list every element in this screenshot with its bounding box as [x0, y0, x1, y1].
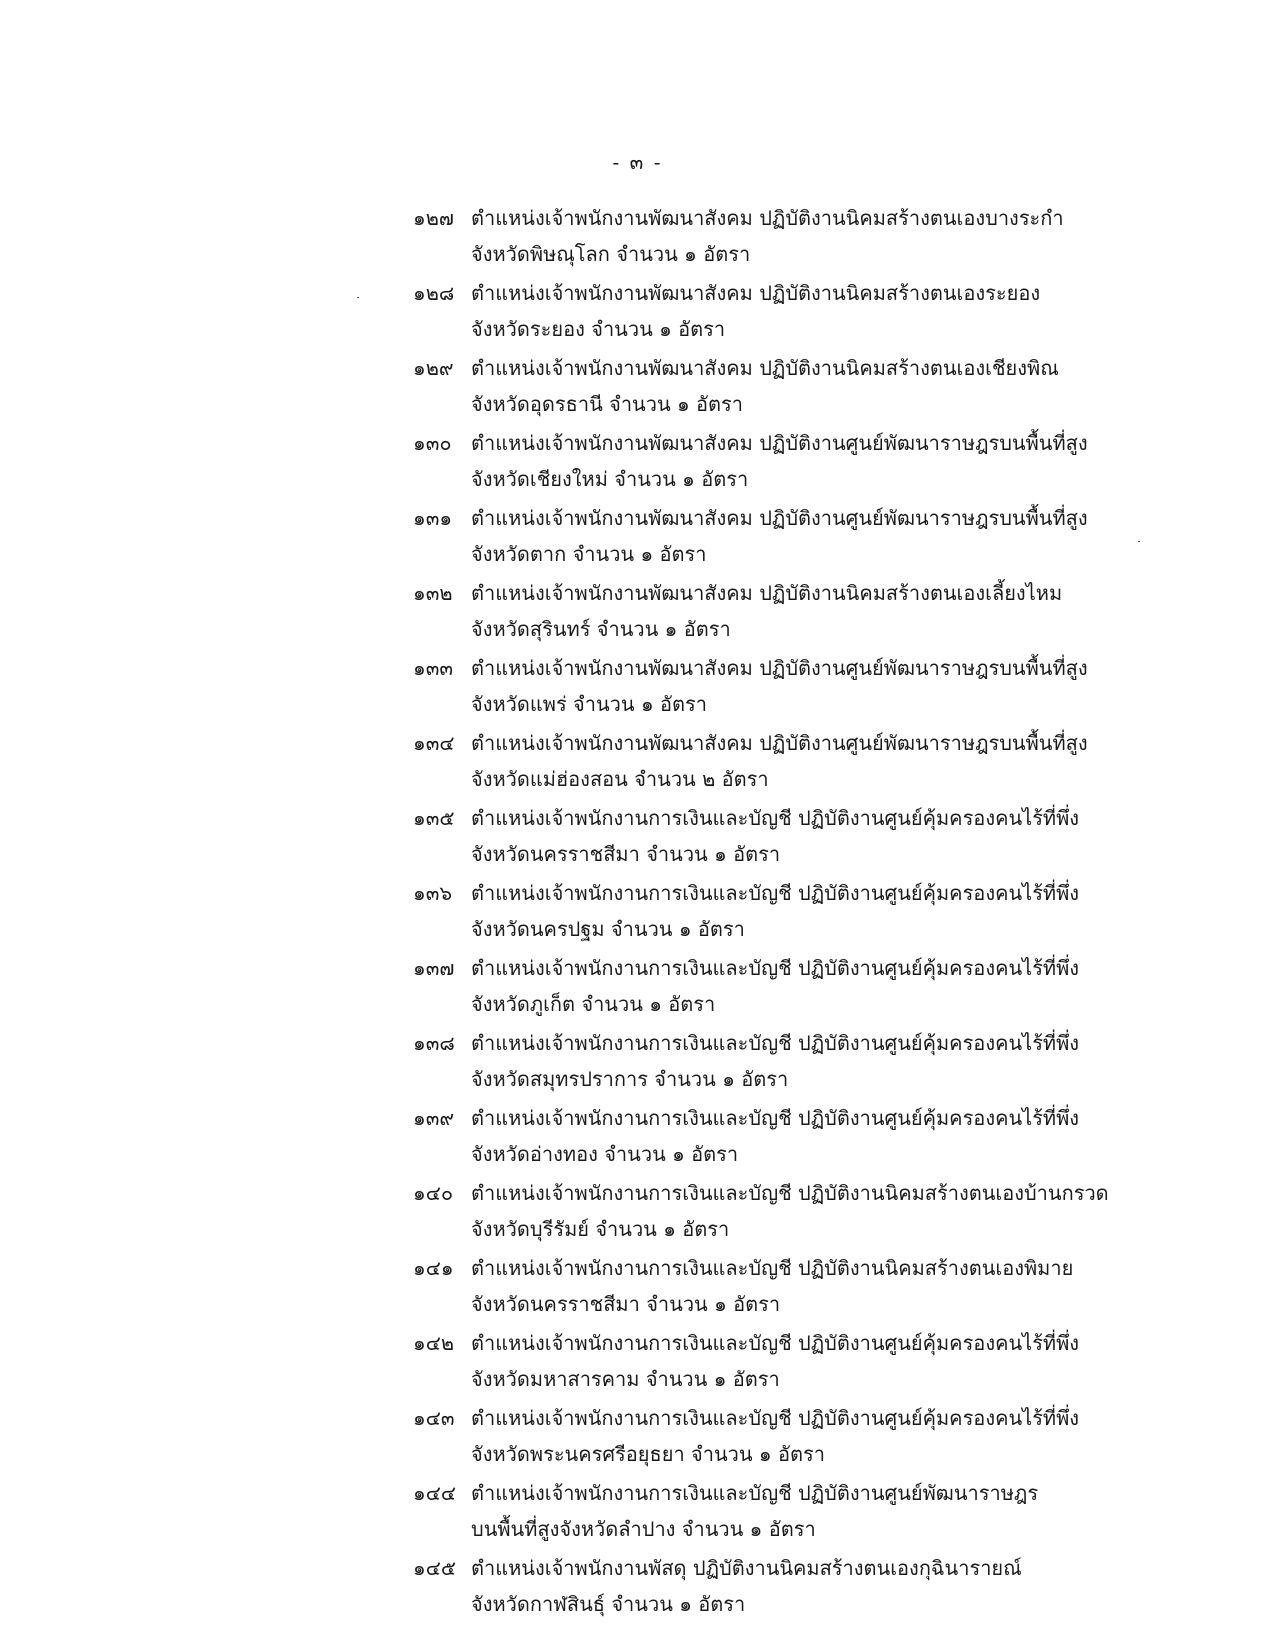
entry-location-line: จังหวัดบุรีรัมย์ จำนวน ๑ อัตรา — [471, 1217, 730, 1241]
entry-text — [471, 275, 1233, 350]
entry-location-line: จังหวัดระยอง จำนวน ๑ อัตรา — [471, 317, 726, 341]
scan-speck — [357, 297, 359, 298]
entry-location-line: จังหวัดสมุทรปราการ จำนวน ๑ อัตรา — [471, 1067, 789, 1091]
entry-position-line: ตำแหน่งเจ้าพนักงานพัฒนาสังคม ปฏิบัติงานศูนย์พัฒนาราษฎรบนพื้นที่สูง — [471, 506, 1088, 530]
entry-text — [471, 1475, 1233, 1550]
entry-position-line: ตำแหน่งเจ้าพนักงานพัฒนาสังคม ปฏิบัติงานนิคมสร้างตนเองบางระกำ — [471, 206, 1064, 230]
entry-location-line: จังหวัดมหาสารคาม จำนวน ๑ อัตรา — [471, 1367, 780, 1391]
page-number: - ๓ - — [612, 150, 663, 174]
entry-text — [471, 1325, 1233, 1400]
entry-number: ๑๓๓ — [413, 656, 454, 680]
list-item — [413, 575, 1233, 650]
list-item — [413, 875, 1233, 950]
entry-number: ๑๔๒ — [413, 1331, 455, 1355]
entry-position-line: ตำแหน่งเจ้าพนักงานการเงินและบัญชี ปฏิบัติงานศูนย์คุ้มครองคนไร้ที่พึ่ง — [471, 1331, 1080, 1355]
list-item — [413, 275, 1233, 350]
list-item — [413, 1475, 1233, 1550]
entry-text — [471, 725, 1233, 800]
entry-location-line: จังหวัดนครราชสีมา จำนวน ๑ อัตรา — [471, 842, 781, 866]
list-item — [413, 1250, 1233, 1325]
entry-location-line: จังหวัดแพร่ จำนวน ๑ อัตรา — [471, 692, 707, 716]
entry-text — [471, 200, 1233, 275]
list-item — [413, 1175, 1233, 1250]
entry-number: ๑๓๒ — [413, 581, 453, 605]
entry-position-line: ตำแหน่งเจ้าพนักงานพัฒนาสังคม ปฏิบัติงานศูนย์พัฒนาราษฎรบนพื้นที่สูง — [471, 656, 1088, 680]
entry-text — [471, 875, 1233, 950]
entry-number: ๑๔๓ — [413, 1406, 455, 1430]
list-item — [413, 350, 1233, 425]
list-item — [413, 650, 1233, 725]
entry-location-line: จังหวัดภูเก็ต จำนวน ๑ อัตรา — [471, 992, 716, 1016]
entry-text — [471, 575, 1233, 650]
entry-number: ๑๒๘ — [413, 281, 455, 305]
list-item — [413, 1025, 1233, 1100]
list-item — [413, 500, 1233, 575]
entry-position-line: ตำแหน่งเจ้าพนักงานพัฒนาสังคม ปฏิบัติงานศูนย์พัฒนาราษฎรบนพื้นที่สูง — [471, 731, 1088, 755]
entry-position-line: ตำแหน่งเจ้าพนักงานการเงินและบัญชี ปฏิบัติงานศูนย์คุ้มครองคนไร้ที่พึ่ง — [471, 1106, 1080, 1130]
list-item — [413, 1550, 1233, 1625]
entry-text — [471, 500, 1233, 575]
entry-location-line: จังหวัดกาฬสินธุ์ จำนวน ๑ อัตรา — [471, 1592, 746, 1616]
entry-number: ๑๒๗ — [413, 206, 454, 230]
entry-text — [471, 1400, 1233, 1475]
entry-number: ๑๒๙ — [413, 356, 454, 380]
list-item — [413, 800, 1233, 875]
entry-number: ๑๔๑ — [413, 1256, 454, 1280]
entry-number: ๑๓๗ — [413, 956, 455, 980]
entry-location-line: จังหวัดนครราชสีมา จำนวน ๑ อัตรา — [471, 1292, 781, 1316]
entry-text — [471, 425, 1233, 500]
list-item — [413, 725, 1233, 800]
entry-location-line: จังหวัดพิษณุโลก จำนวน ๑ อัตรา — [471, 242, 751, 266]
entry-position-line: ตำแหน่งเจ้าพนักงานการเงินและบัญชี ปฏิบัติงานศูนย์คุ้มครองคนไร้ที่พึ่ง — [471, 806, 1080, 830]
entry-number: ๑๔๕ — [413, 1556, 456, 1580]
entry-text — [471, 650, 1233, 725]
entry-location-line: จังหวัดอ่างทอง จำนวน ๑ อัตรา — [471, 1142, 739, 1166]
entry-number: ๑๓๑ — [413, 506, 453, 530]
entry-number: ๑๓๔ — [413, 731, 455, 755]
list-item — [413, 1325, 1233, 1400]
entry-position-line: ตำแหน่งเจ้าพนักงานการเงินและบัญชี ปฏิบัติงานนิคมสร้างตนเองพิมาย — [471, 1256, 1074, 1280]
entry-text — [471, 1175, 1233, 1250]
entry-position-line: ตำแหน่งเจ้าพนักงานการเงินและบัญชี ปฏิบัติงานศูนย์คุ้มครองคนไร้ที่พึ่ง — [471, 956, 1080, 980]
entry-number: ๑๔๔ — [413, 1481, 456, 1505]
entry-position-line: ตำแหน่งเจ้าพนักงานพัฒนาสังคม ปฏิบัติงานนิคมสร้างตนเองระยอง — [471, 281, 1041, 305]
entry-text — [471, 350, 1233, 425]
entry-text — [471, 950, 1233, 1025]
position-list — [413, 200, 1233, 1625]
entry-text — [471, 1025, 1233, 1100]
entry-position-line: ตำแหน่งเจ้าพนักงานพัฒนาสังคม ปฏิบัติงานนิคมสร้างตนเองเชียงพิณ — [471, 356, 1059, 380]
entry-number: ๑๓๘ — [413, 1031, 455, 1055]
entry-text — [471, 1100, 1233, 1175]
list-item — [413, 950, 1233, 1025]
entry-position-line: ตำแหน่งเจ้าพนักงานพัฒนาสังคม ปฏิบัติงานนิคมสร้างตนเองเลี้ยงไหม — [471, 581, 1063, 605]
list-item — [413, 200, 1233, 275]
entry-position-line: ตำแหน่งเจ้าพนักงานการเงินและบัญชี ปฏิบัติงานศูนย์คุ้มครองคนไร้ที่พึ่ง — [471, 1031, 1080, 1055]
entry-number: ๑๔๐ — [413, 1181, 454, 1205]
entry-number: ๑๓๙ — [413, 1106, 455, 1130]
entry-position-line: ตำแหน่งเจ้าพนักงานพัสดุ ปฏิบัติงานนิคมสร้างตนเองกุฉินารายณ์ — [471, 1556, 1022, 1580]
entry-position-line: ตำแหน่งเจ้าพนักงานการเงินและบัญชี ปฏิบัติงานศูนย์คุ้มครองคนไร้ที่พึ่ง — [471, 1406, 1080, 1430]
entry-location-line: จังหวัดแม่ฮ่องสอน จำนวน ๒ อัตรา — [471, 767, 769, 791]
entry-location-line: บนพื้นที่สูงจังหวัดลำปาง จำนวน ๑ อัตรา — [471, 1517, 816, 1541]
entry-location-line: จังหวัดอุดรธานี จำนวน ๑ อัตรา — [471, 392, 744, 416]
entry-text — [471, 800, 1233, 875]
entry-text — [471, 1550, 1233, 1625]
entry-position-line: ตำแหน่งเจ้าพนักงานพัฒนาสังคม ปฏิบัติงานศูนย์พัฒนาราษฎรบนพื้นที่สูง — [471, 431, 1088, 455]
entry-location-line: จังหวัดเชียงใหม่ จำนวน ๑ อัตรา — [471, 467, 749, 491]
entry-location-line: จังหวัดนครปฐม จำนวน ๑ อัตรา — [471, 917, 745, 941]
entry-position-line: ตำแหน่งเจ้าพนักงานการเงินและบัญชี ปฏิบัติงานศูนย์คุ้มครองคนไร้ที่พึ่ง — [471, 881, 1080, 905]
entry-position-line: ตำแหน่งเจ้าพนักงานการเงินและบัญชี ปฏิบัติงานศูนย์พัฒนาราษฎร — [471, 1481, 1039, 1505]
list-item — [413, 1400, 1233, 1475]
entry-location-line: จังหวัดสุรินทร์ จำนวน ๑ อัตรา — [471, 617, 731, 641]
entry-number: ๑๓๐ — [413, 431, 452, 455]
entry-position-line: ตำแหน่งเจ้าพนักงานการเงินและบัญชี ปฏิบัติงานนิคมสร้างตนเองบ้านกรวด — [471, 1181, 1109, 1205]
list-item — [413, 425, 1233, 500]
entry-number: ๑๓๖ — [413, 881, 453, 905]
entry-number: ๑๓๕ — [413, 806, 455, 830]
list-item — [413, 1100, 1233, 1175]
entry-location-line: จังหวัดพระนครศรีอยุธยา จำนวน ๑ อัตรา — [471, 1442, 825, 1466]
entry-location-line: จังหวัดตาก จำนวน ๑ อัตรา — [471, 542, 707, 566]
entry-text — [471, 1250, 1233, 1325]
